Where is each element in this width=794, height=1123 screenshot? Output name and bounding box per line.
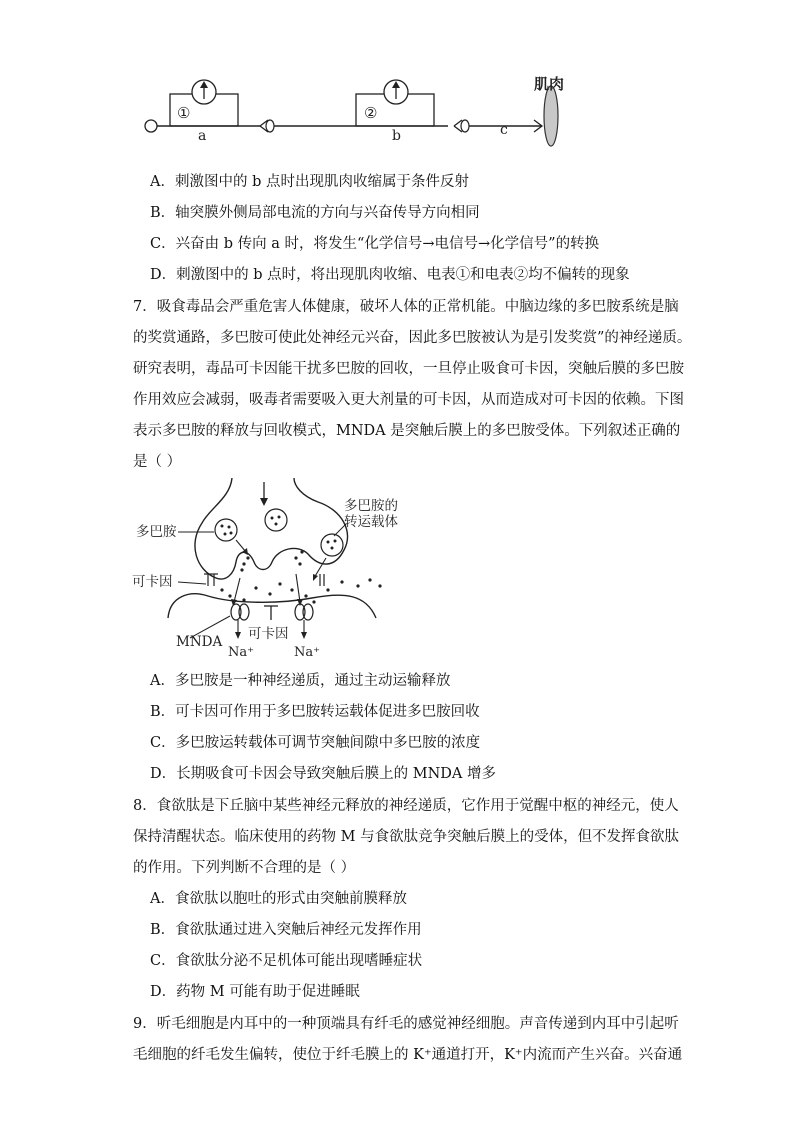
- label-na-1: Na⁺: [228, 645, 254, 660]
- q7-stem-line-1: 7．吸食毒品会严重危害人体健康，破坏人体的正常机能。中脑边缘的多巴胺系统是脑: [133, 299, 679, 315]
- vesicle: [321, 534, 343, 556]
- label-cocaine-1: 可卡因: [132, 574, 173, 590]
- q8-option-b: B．食欲肽通过进入突触后神经元发挥作用: [150, 922, 422, 938]
- q8-stem-line-2: 保持清醒状态。临床使用的药物 M 与食欲肽竞争突触后膜上的受体，但不发挥食欲肽: [133, 829, 680, 845]
- q6-option-c: C．兴奋由 b 传向 a 时，将发生“化学信号→电信号→化学信号”的转换: [150, 236, 600, 252]
- nerve-muscle-figure: [130, 68, 590, 158]
- vesicle: [265, 509, 287, 531]
- q7-stem-line-6: 是（ ）: [133, 454, 182, 470]
- q6-option-a: A．刺激图中的 b 点时出现肌肉收缩属于条件反射: [150, 174, 469, 190]
- label-a: a: [198, 128, 207, 144]
- label-mnda: MNDA: [176, 634, 223, 650]
- q8-option-d: D．药物 M 可能有助于促进睡眠: [150, 984, 360, 1000]
- q6-option-b: B．轴突膜外侧局部电流的方向与兴奋传导方向相同: [150, 205, 480, 221]
- synapse-figure: [130, 478, 400, 660]
- q9-stem-line-1: 9．听毛细胞是内耳中的一种顶端具有纤毛的感觉神经细胞。声音传递到内耳中引起听: [133, 1016, 679, 1032]
- q8-stem-line-1: 8．食欲肽是下丘脑中某些神经元释放的神经递质，它作用于觉醒中枢的神经元，使人: [133, 798, 679, 814]
- q7-option-b: B．可卡因可作用于多巴胺转运载体促进多巴胺回收: [150, 704, 480, 720]
- meter-2-label: ②: [364, 104, 378, 122]
- q8-option-c: C．食欲肽分泌不足机体可能出现嗜睡症状: [150, 953, 423, 969]
- label-transporter-1: 多巴胺的: [344, 498, 398, 514]
- q7-option-d: D．长期吸食可卡因会导致突触后膜上的 MNDA 增多: [150, 766, 496, 782]
- label-transporter-2: 转运载体: [344, 514, 398, 530]
- vesicle: [215, 519, 237, 541]
- q8-option-a: A．食欲肽以胞吐的形式由突触前膜释放: [150, 891, 407, 907]
- q8-stem-line-3: 的作用。下列判断不合理的是（ ）: [133, 860, 356, 876]
- q7-stem-line-3: 研究表明，毒品可卡因能干扰多巴胺的回收，一旦停止吸食可卡因，突触后膜的多巴胺: [133, 361, 684, 377]
- q7-stem-line-5: 表示多巴胺的释放与回收模式，MNDA 是突触后膜上的多巴胺受体。下列叙述正确的: [133, 423, 681, 439]
- label-c: c: [500, 122, 508, 138]
- label-cocaine-2: 可卡因: [248, 626, 289, 642]
- muscle: [544, 86, 558, 146]
- label-b: b: [392, 128, 401, 144]
- q7-stem-line-4: 作用效应会减弱，吸毒者需要吸入更大剂量的可卡因，从而造成对可卡因的依赖。下图: [133, 392, 684, 408]
- q9-stem-line-2: 毛细胞的纤毛发生偏转，使位于纤毛膜上的 K⁺通道打开，K⁺内流而产生兴奋。兴奋通: [133, 1047, 683, 1063]
- label-dopamine: 多巴胺: [136, 524, 177, 540]
- muscle-label: 肌肉: [534, 75, 565, 93]
- q6-option-d: D．刺激图中的 b 点时，将出现肌肉收缩、电表①和电表②均不偏转的现象: [150, 267, 630, 283]
- q7-option-a: A．多巴胺是一种神经递质，通过主动运输释放: [150, 673, 451, 689]
- q7-option-c: C．多巴胺运转载体可调节突触间隙中多巴胺的浓度: [150, 735, 481, 751]
- presynaptic-membrane: [195, 478, 348, 579]
- q7-stem-line-2: 的奖赏通路，多巴胺可使此处神经元兴奋，因此多巴胺被认为是引发奖赏”的神经递质。: [133, 330, 692, 346]
- neuron-soma: [145, 120, 157, 132]
- label-na-2: Na⁺: [294, 645, 320, 660]
- meter-1-label: ①: [177, 104, 191, 122]
